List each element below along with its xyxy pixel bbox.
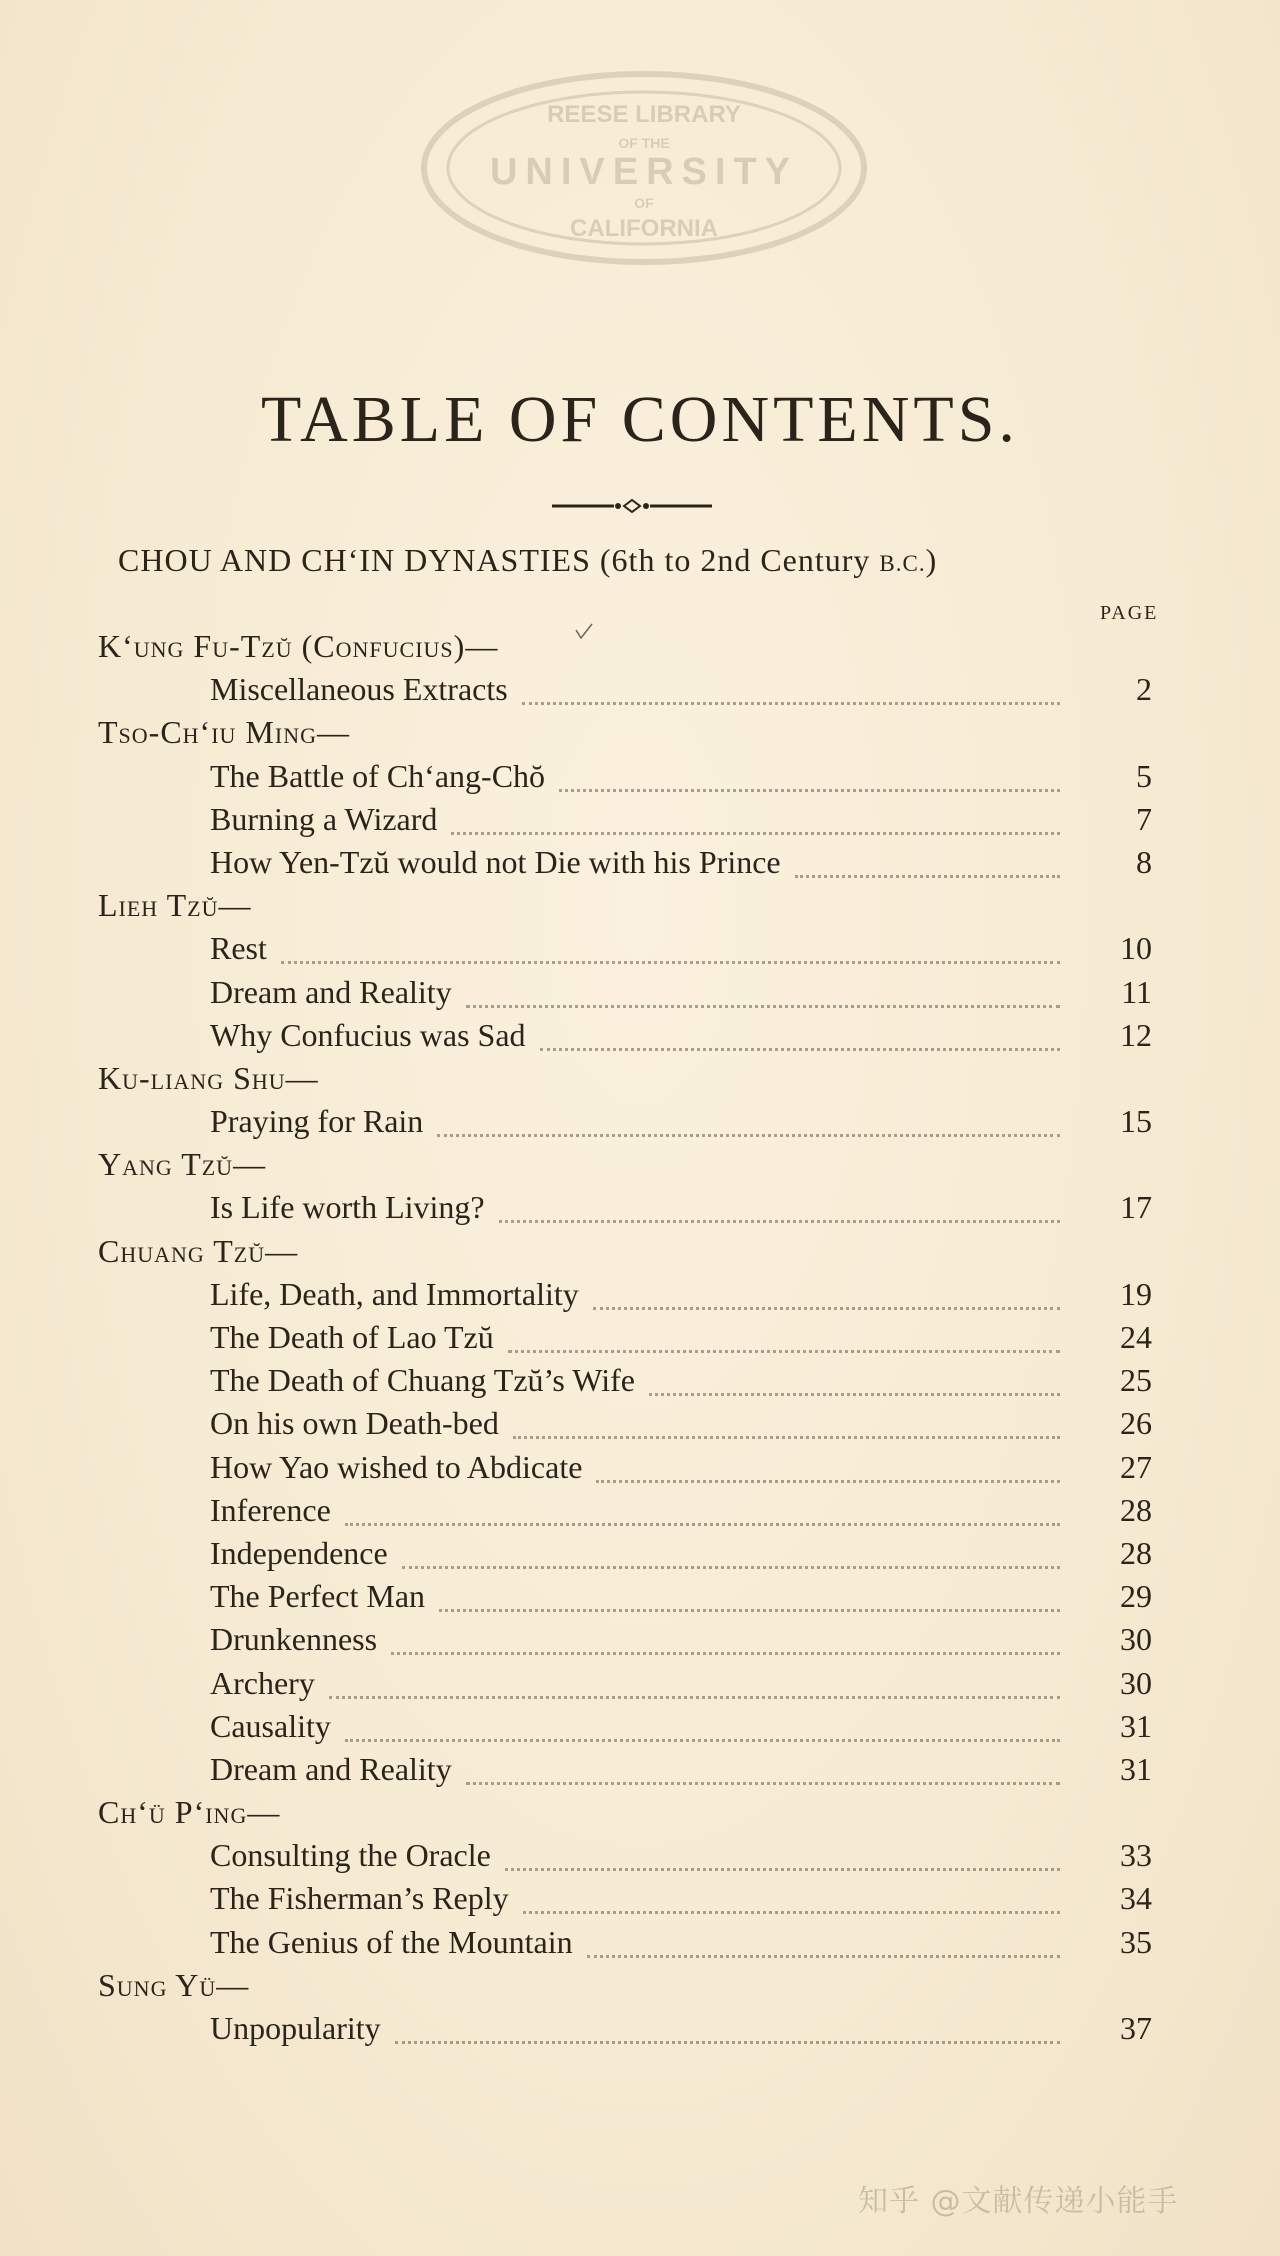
page-title: TABLE OF CONTENTS. <box>261 383 1019 456</box>
page-number: 29 <box>1120 1578 1152 1615</box>
entry-title: Independence <box>210 1534 388 1571</box>
page-column-label: PAGE <box>1100 602 1159 624</box>
entry-title: The Perfect Man <box>210 1578 426 1615</box>
toc-entry <box>0 1316 1280 1359</box>
entry-title: The Death of Chuang Tzŭ’s Wife <box>210 1362 635 1399</box>
author-heading-row <box>0 1057 1280 1100</box>
entry-title: Dream and Reality <box>210 1750 452 1787</box>
dot-leader <box>437 1128 1060 1137</box>
toc-entry <box>0 1014 1280 1057</box>
dot-leader <box>402 1560 1060 1569</box>
page-number: 15 <box>1120 1103 1152 1140</box>
toc-entry <box>0 1618 1280 1661</box>
toc-entry <box>0 1273 1280 1316</box>
toc-entry <box>0 1921 1280 1964</box>
toc-entry <box>0 1359 1280 1402</box>
page-number: 12 <box>1120 1016 1152 1053</box>
page-number: 30 <box>1120 1664 1152 1701</box>
page-number: 24 <box>1120 1319 1152 1355</box>
author-name: Tso-Ch‘iu Ming— <box>98 714 350 751</box>
toc-entry <box>0 1748 1280 1791</box>
toc-entry <box>0 971 1280 1014</box>
toc-entry <box>0 927 1280 970</box>
entry-title: Archery <box>210 1664 315 1701</box>
page-number: 34 <box>1120 1880 1152 1917</box>
page-number: 2 <box>1136 671 1152 708</box>
toc-entry <box>0 1402 1280 1445</box>
entry-title: The Battle of Ch‘ang-Chŏ <box>210 757 546 794</box>
entry-title: Dream and Reality <box>210 973 452 1010</box>
dot-leader <box>505 1862 1060 1871</box>
author-name: Ch‘ü P‘ing— <box>98 1794 281 1831</box>
entry-title: The Genius of the Mountain <box>210 1923 573 1960</box>
entry-title: Unpopularity <box>210 2010 381 2046</box>
entry-title: Consulting the Oracle <box>210 1837 491 1874</box>
author-heading-row <box>0 625 1280 668</box>
dot-leader <box>499 1214 1060 1223</box>
stamp-line-1: REESE LIBRARY <box>547 101 741 128</box>
dot-leader <box>587 1949 1060 1958</box>
ornament-divider <box>552 494 712 518</box>
toc-entry <box>0 1575 1280 1618</box>
page-number: 26 <box>1120 1405 1152 1442</box>
dot-leader <box>451 826 1060 835</box>
entry-title: Is Life worth Living? <box>210 1189 485 1226</box>
page-number: 35 <box>1120 1923 1152 1960</box>
author-name: Ku-liang Shu— <box>98 1059 319 1096</box>
entry-title: How Yen-Tzŭ would not Die with his Prince <box>210 843 781 880</box>
dot-leader <box>508 1344 1060 1353</box>
toc-entry <box>0 668 1280 711</box>
page-number: 7 <box>1136 800 1152 837</box>
author-heading-row <box>0 1791 1280 1834</box>
author-name: Yang Tzŭ— <box>98 1146 267 1183</box>
toc-entry <box>0 1662 1280 1705</box>
dot-leader <box>559 783 1060 792</box>
page-number: 10 <box>1120 930 1152 967</box>
dot-leader <box>345 1733 1060 1742</box>
section-heading <box>118 542 937 579</box>
toc-entry <box>0 1186 1280 1229</box>
dot-leader <box>281 955 1060 964</box>
dot-leader <box>513 1430 1060 1439</box>
toc-entry <box>0 798 1280 841</box>
author-heading-row <box>0 1964 1280 2007</box>
dot-leader <box>466 1776 1060 1785</box>
dot-leader <box>596 1474 1060 1483</box>
page-number: 33 <box>1120 1837 1152 1874</box>
entry-title: Miscellaneous Extracts <box>210 671 508 708</box>
page-number: 25 <box>1120 1362 1152 1399</box>
watermark: 知乎 @文献传递小能手 <box>858 2184 1179 2219</box>
entry-title: Drunkenness <box>210 1621 378 1658</box>
dot-leader <box>391 1646 1060 1655</box>
author-heading-row <box>0 1143 1280 1186</box>
author-name: Chuang Tzŭ— <box>98 1232 299 1269</box>
toc-entry <box>0 841 1280 884</box>
author-heading-row <box>0 711 1280 754</box>
stamp-line-3: UNIVERSITY <box>489 151 799 193</box>
dot-leader <box>439 1603 1060 1612</box>
toc-entry <box>0 1877 1280 1920</box>
entry-title: On his own Death-bed <box>210 1405 499 1442</box>
dot-leader <box>395 2035 1060 2044</box>
entry-title: Burning a Wizard <box>210 800 438 837</box>
entry-title: Inference <box>210 1491 331 1528</box>
toc-entry <box>0 1100 1280 1143</box>
page-number: 28 <box>1120 1491 1152 1528</box>
author-heading-row <box>0 884 1280 927</box>
dot-leader <box>795 869 1060 878</box>
dot-leader <box>466 999 1060 1008</box>
toc-entry <box>0 1532 1280 1575</box>
page-number: 31 <box>1120 1707 1152 1744</box>
toc-entry <box>0 1705 1280 1748</box>
dot-leader <box>523 1905 1060 1914</box>
toc-entry <box>0 1489 1280 1532</box>
toc-entry <box>0 2007 1280 2050</box>
stamp-line-5: CALIFORNIA <box>570 215 718 242</box>
page-number: 28 <box>1120 1534 1152 1571</box>
entry-title: Praying for Rain <box>210 1103 424 1140</box>
page-number: 19 <box>1120 1275 1152 1312</box>
entry-title: Causality <box>210 1707 331 1744</box>
dot-leader <box>593 1301 1060 1310</box>
entry-title: The Fisherman’s Reply <box>210 1880 509 1917</box>
contents-list <box>0 625 1280 2050</box>
dot-leader <box>540 1042 1060 1051</box>
author-name: Lieh Tzŭ— <box>98 887 252 924</box>
page-number: 27 <box>1120 1448 1152 1485</box>
dot-leader <box>345 1517 1060 1526</box>
section-heading-era: B.C. <box>879 551 926 576</box>
page-number: 8 <box>1136 843 1152 880</box>
stamp-line-4: OF <box>634 195 654 211</box>
dot-leader <box>329 1690 1060 1699</box>
dot-leader <box>522 696 1060 705</box>
stamp-line-2: OF THE <box>618 135 670 151</box>
entry-title: Why Confucius was Sad <box>210 1016 526 1053</box>
author-heading-row <box>0 1230 1280 1273</box>
section-heading-text: CHOU AND CH‘IN DYNASTIES (6th to 2nd Century <box>118 542 880 578</box>
page-number: 17 <box>1120 1189 1152 1226</box>
toc-entry <box>0 1834 1280 1877</box>
page-number: 5 <box>1136 757 1152 794</box>
toc-entry <box>0 1446 1280 1489</box>
author-name: Sung Yü— <box>98 1966 250 2003</box>
entry-title: How Yao wished to Abdicate <box>210 1448 583 1485</box>
page-number: 30 <box>1120 1621 1152 1658</box>
toc-entry <box>0 755 1280 798</box>
entry-title: Rest <box>210 930 267 967</box>
author-name: K‘ung Fu-Tzŭ (Confucius)— <box>98 628 499 664</box>
entry-title: The Death of Lao Tzŭ <box>210 1319 494 1355</box>
entry-title: Life, Death, and Immortality <box>210 1275 579 1312</box>
library-stamp <box>418 68 870 268</box>
dot-leader <box>649 1387 1060 1396</box>
section-heading-close: ) <box>925 542 938 578</box>
page-number: 11 <box>1121 973 1152 1010</box>
page-number: 31 <box>1120 1750 1152 1787</box>
page-number: 37 <box>1120 2010 1152 2046</box>
